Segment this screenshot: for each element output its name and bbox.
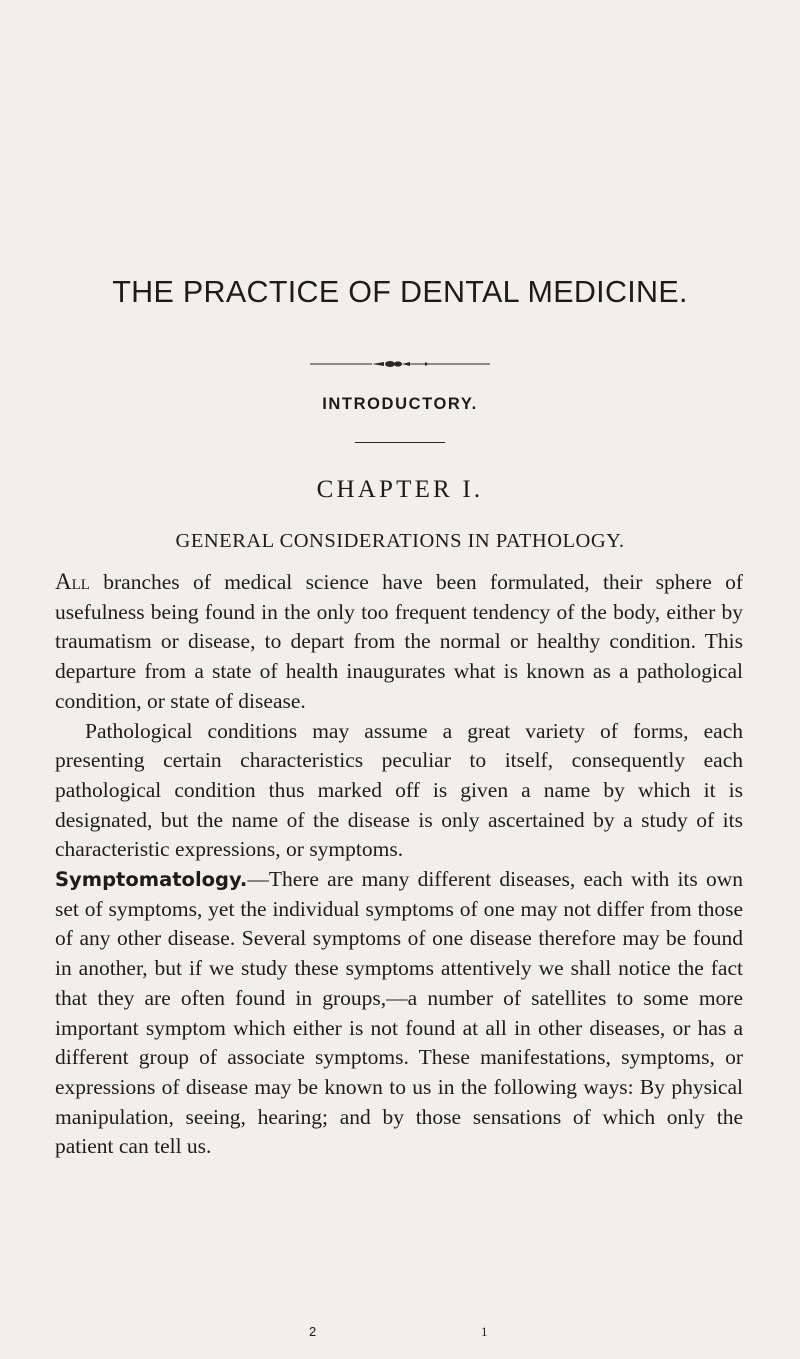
- paragraph-1: [55, 567, 743, 717]
- lead-capital: A: [55, 569, 72, 594]
- divider-rule: [355, 442, 445, 443]
- lead-small-caps: ll: [71, 570, 90, 594]
- paragraph-3: [55, 865, 743, 1162]
- page-number: 1: [481, 1324, 488, 1339]
- body-text: [55, 567, 743, 1162]
- section-heading: INTRODUCTORY.: [322, 395, 478, 413]
- chapter-subtitle: GENERAL CONSIDERATIONS IN PATHOLOGY.: [175, 530, 625, 552]
- paragraph-1-text: branches of medical science have been formulated, their sphere of usefulness being found in the only too frequent tendency of the body, either by traumatism or disease, to depart from the normal or healthy condition. This departure from a state of health inaugurates what is known as a pathological condition, or state of disease.: [55, 570, 743, 713]
- signature-mark: 2: [309, 1324, 317, 1339]
- ornamental-rule: [310, 359, 490, 369]
- paragraph-sidehead: Symptomatology.: [55, 868, 248, 892]
- paragraph-3-text: —There are many different diseases, each with its own set of symptoms, yet the individual symptoms of one may not differ from those of any other disease. Several symptoms of one disease therefore may be found in another, but if we study these symptoms attentively we shall notice the fact that they are often found in groups,—a number of satellites to some more important symptom which either is not found at all in other diseases, or has a different group of associate symptoms. These manifestations, symptoms, or expressions of disease may be known to us in the following ways: By physical manipulation, seeing, hearing; and by those sensations of which only the patient can tell us.: [55, 867, 743, 1159]
- book-title: THE PRACTICE OF DENTAL MEDICINE.: [112, 275, 688, 309]
- paragraph-2: Pathological conditions may assume a great variety of forms, each presenting certain characteristics peculiar to itself, consequently each pathological condition thus marked off is given a name by which it is designated, but the name of the disease is only ascertained by a study of its characteristic expressions, or symptoms.: [55, 718, 743, 862]
- chapter-heading: CHAPTER I.: [316, 476, 484, 503]
